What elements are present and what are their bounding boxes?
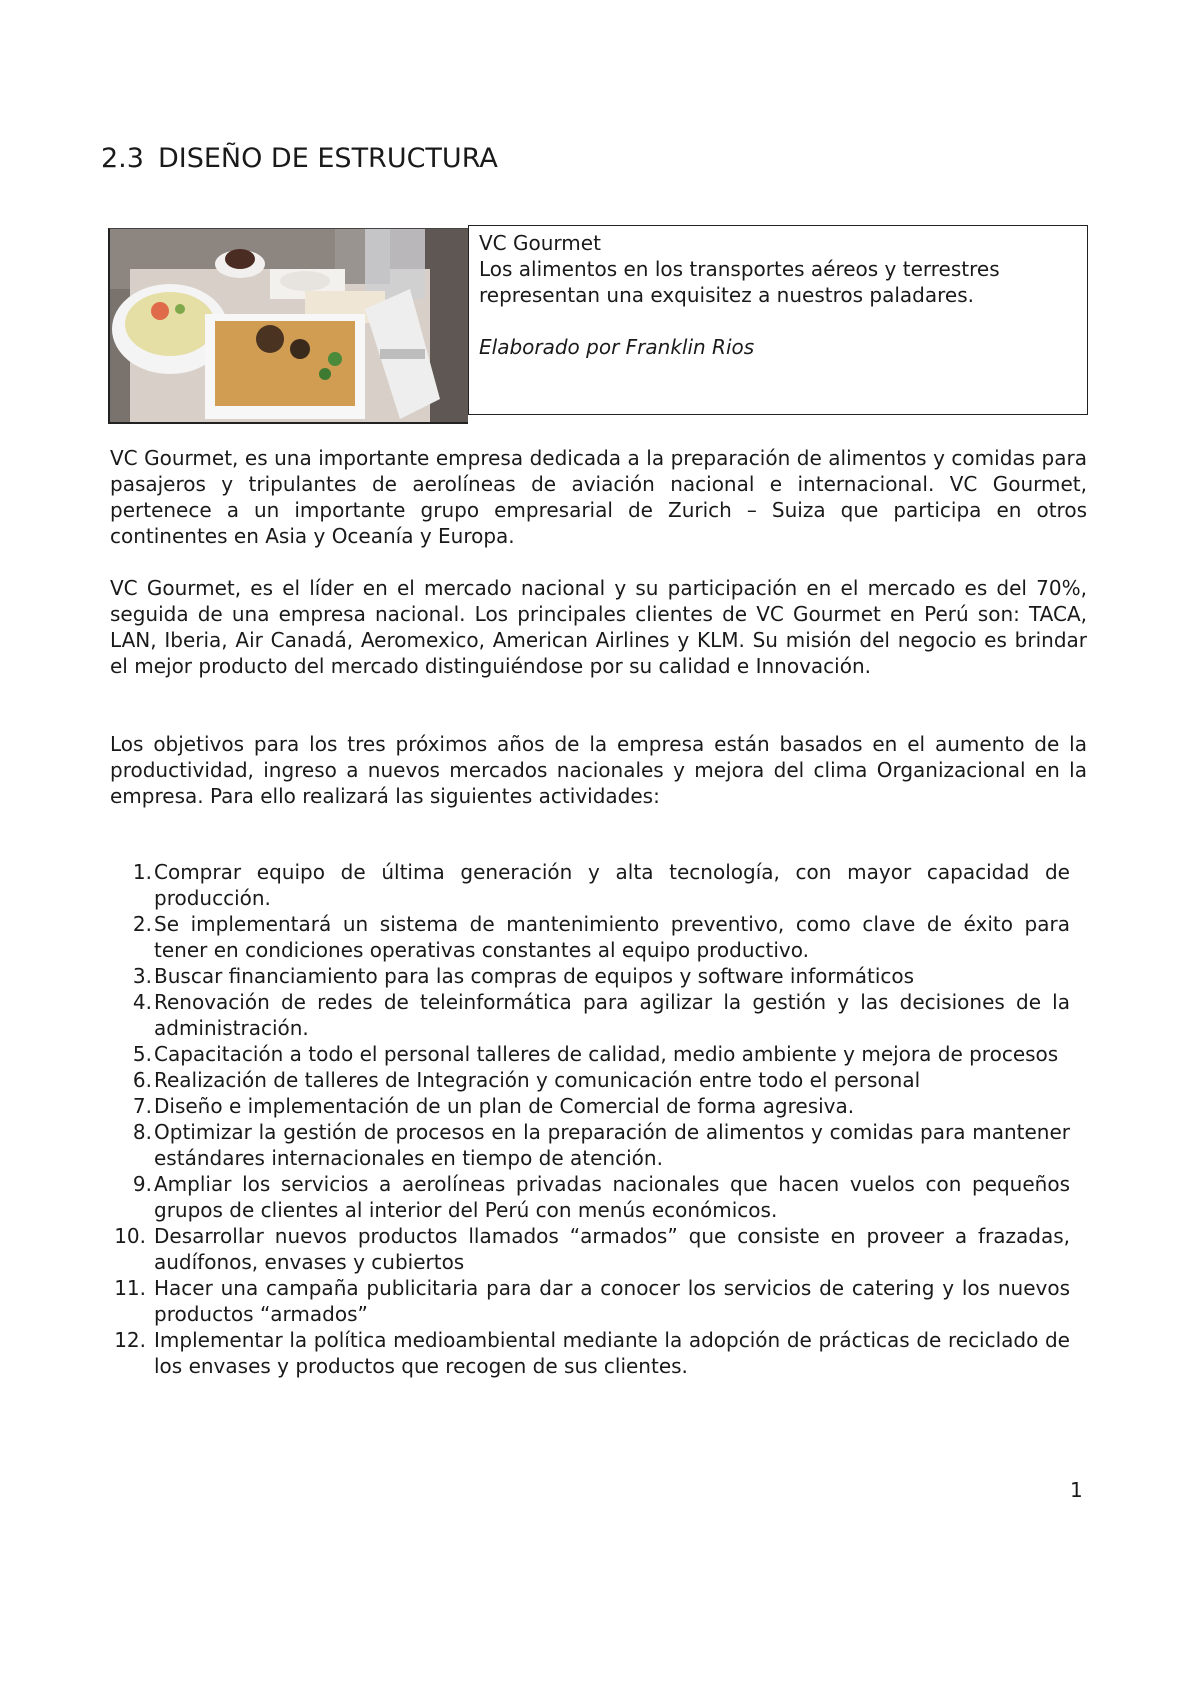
list-item-number: 5.	[132, 1042, 152, 1066]
section-number: 2.3	[101, 143, 144, 174]
list-item-number: 8.	[132, 1120, 152, 1144]
caption-text: Los alimentos en los transportes aéreos y terrestres representan una exquisitez a nuestros paladares.	[479, 257, 1000, 307]
list-item-text: Diseño e implementación de un plan de Comercial de forma agresiva.	[154, 1094, 855, 1118]
list-item-number: 3.	[132, 964, 152, 988]
list-item-number: 4.	[132, 990, 152, 1014]
list-item-text: Comprar equipo de última generación y alta tecnología, con mayor capacidad de producción.	[154, 860, 1070, 910]
list-item	[110, 1041, 1070, 1067]
caption-author: Elaborado por Franklin Rios	[479, 335, 755, 359]
paragraph-company-intro: VC Gourmet, es una importante empresa dedicada a la preparación de alimentos y comidas para pasajeros y tripulantes de aerolíneas de aviación nacional e internacional. VC Gourmet, pertenece a un importante grupo empresarial de Zurich – Suiza que participa en otros continentes en Asia y Oceanía y Europa.	[110, 446, 1087, 548]
list-item-number: 11.	[114, 1276, 146, 1300]
list-item	[110, 989, 1070, 1041]
list-item	[110, 859, 1070, 911]
list-item	[110, 911, 1070, 963]
activities-list	[110, 859, 1070, 1379]
section-heading	[101, 143, 498, 174]
list-item-number: 2.	[132, 912, 152, 936]
section-title: DISEÑO DE ESTRUCTURA	[157, 143, 498, 174]
list-item-text: Buscar financiamiento para las compras de equipos y software informáticos	[154, 964, 915, 988]
list-item	[110, 1275, 1070, 1327]
list-item-text: Hacer una campaña publicitaria para dar a conocer los servicios de catering y los nuevos productos “armados”	[154, 1276, 1070, 1326]
list-item	[110, 1171, 1070, 1223]
list-item-number: 6.	[132, 1068, 152, 1092]
list-item-text: Se implementará un sistema de mantenimiento preventivo, como clave de éxito para tener en condiciones operativas constantes al equipo productivo.	[154, 912, 1070, 962]
list-item-number: 12.	[114, 1328, 146, 1352]
list-item-number: 7.	[132, 1094, 152, 1118]
caption-title: VC Gourmet	[479, 231, 601, 255]
list-item	[110, 1223, 1070, 1275]
list-item-text: Implementar la política medioambiental mediante la adopción de prácticas de reciclado de los envases y productos que recogen de sus clientes.	[154, 1328, 1070, 1378]
meal-tray-photo	[108, 228, 468, 424]
list-item-number: 10.	[114, 1224, 146, 1248]
list-item-text: Renovación de redes de teleinformática para agilizar la gestión y las decisiones de la administración.	[154, 990, 1070, 1040]
list-item	[110, 963, 1070, 989]
list-item-text: Desarrollar nuevos productos llamados “armados” que consiste en proveer a frazadas, audífonos, envases y cubiertos	[154, 1224, 1070, 1274]
page-number: 1	[1070, 1478, 1083, 1502]
list-item-text: Capacitación a todo el personal talleres de calidad, medio ambiente y mejora de procesos	[154, 1042, 1059, 1066]
list-item	[110, 1327, 1070, 1379]
photo-caption-box	[468, 225, 1088, 415]
list-item	[110, 1093, 1070, 1119]
paragraph-market-position: VC Gourmet, es el líder en el mercado nacional y su participación en el mercado es del 70%, seguida de una empresa nacional. Los principales clientes de VC Gourmet en Perú son: TACA, LAN, Iberia, Air Canadá, Aeromexico, American Airlines y KLM. Su misión del negocio es brindar el mejor producto del mercado distinguiéndose por su calidad e Innovación.	[110, 576, 1087, 678]
paragraph-objectives: Los objetivos para los tres próximos años de la empresa están basados en el aumento de la productividad, ingreso a nuevos mercados nacionales y mejora del clima Organizacional en la empresa. Para ello realizará las siguientes actividades:	[110, 732, 1087, 808]
list-item-number: 1.	[132, 860, 152, 884]
list-item-text: Optimizar la gestión de procesos en la preparación de alimentos y comidas para mantener estándares internacionales en tiempo de atención.	[154, 1120, 1070, 1170]
list-item	[110, 1119, 1070, 1171]
list-item-text: Ampliar los servicios a aerolíneas privadas nacionales que hacen vuelos con pequeños grupos de clientes al interior del Perú con menús económicos.	[154, 1172, 1070, 1222]
list-item-text: Realización de talleres de Integración y comunicación entre todo el personal	[154, 1068, 921, 1092]
list-item-number: 9.	[132, 1172, 152, 1196]
list-item	[110, 1067, 1070, 1093]
